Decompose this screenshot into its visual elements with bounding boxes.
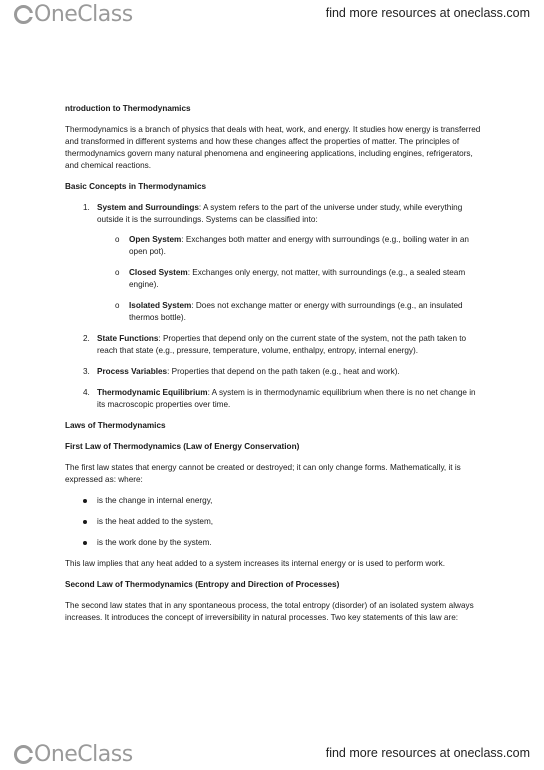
first-law-terms-list — [65, 495, 485, 549]
system-type-item — [97, 300, 485, 324]
list-item — [65, 537, 485, 549]
system-type-item — [97, 267, 485, 291]
intro-paragraph: Thermodynamics is a branch of physics that deals with heat, work, and energy. It studies how energy is transferred and transformed in different systems and how these changes affect the properties of matter. The principles of thermodynamics govern many natural phenomena and engineering applications, including engines, refrigerators, and chemical reactions. — [65, 125, 481, 170]
footer-tagline[interactable]: find more resources at oneclass.com — [325, 746, 530, 760]
system-type-term: Isolated System — [129, 301, 192, 310]
bullet-icon — [83, 541, 87, 545]
list-item-text: is the heat added to the system, — [97, 517, 214, 526]
concept-item — [65, 202, 485, 324]
item-number: 4. — [83, 388, 90, 397]
list-item-text: is the work done by the system. — [97, 538, 212, 547]
list-item — [65, 495, 485, 507]
item-number: 2. — [83, 334, 90, 343]
concept-text: : Properties that depend only on the current state of the system, not the path taken to reach that state (e.g., pressure, temperature, volume, enthalpy, entropy, internal energy). — [97, 334, 467, 355]
item-number: 3. — [83, 367, 90, 376]
oneclass-logo-icon — [14, 745, 33, 764]
bullet-icon — [83, 499, 87, 503]
concept-term: State Functions — [97, 334, 159, 343]
system-type-text: : Exchanges only energy, not matter, with surroundings (e.g., a sealed steam engine). — [129, 268, 466, 289]
first-law-implication: This law implies that any heat added to a system increases its internal energy or is used to perform work. — [65, 559, 445, 568]
concept-text: : Properties that depend on the path taken (e.g., heat and work). — [167, 367, 400, 376]
first-law-heading: First Law of Thermodynamics (Law of Energy Conservation) — [65, 442, 300, 451]
system-type-text: : Does not exchange matter or energy with surroundings (e.g., an insulated thermos bottle). — [129, 301, 463, 322]
circle-bullet-icon: o — [115, 268, 120, 277]
second-law-paragraph: The second law states that in any spontaneous process, the total entropy (disorder) of an isolated system always increases. It introduces the concept of irreversibility in natural processes. Two key statements of this law are: — [65, 601, 474, 622]
logo-text: OneClass — [34, 742, 133, 767]
list-item — [65, 516, 485, 528]
system-types-list — [97, 234, 485, 324]
circle-bullet-icon: o — [115, 235, 120, 244]
oneclass-logo-icon — [14, 5, 33, 24]
document-body — [65, 103, 485, 633]
system-type-term: Open System — [129, 235, 182, 244]
system-type-term: Closed System — [129, 268, 188, 277]
concept-item — [65, 387, 485, 411]
concepts-list — [65, 202, 485, 411]
bullet-icon — [83, 520, 87, 524]
second-law-heading: Second Law of Thermodynamics (Entropy and Direction of Processes) — [65, 580, 340, 589]
concept-item — [65, 333, 485, 357]
concept-term: Process Variables — [97, 367, 168, 376]
page-header — [0, 0, 544, 30]
laws-heading: Laws of Thermodynamics — [65, 421, 166, 430]
concept-term: Thermodynamic Equilibrium — [97, 388, 208, 397]
first-law-paragraph: The first law states that energy cannot be created or destroyed; it can only change forms. Mathematically, it is expressed as: where: — [65, 463, 461, 484]
list-item-text: is the change in internal energy, — [97, 496, 213, 505]
system-type-item — [97, 234, 485, 258]
basic-concepts-heading: Basic Concepts in Thermodynamics — [65, 182, 207, 191]
page-footer — [0, 740, 544, 770]
concept-text: : A system refers to the part of the universe under study, while everything outside it is the surroundings. Systems can be classified into: — [97, 203, 463, 224]
doc-title: ntroduction to Thermodynamics — [65, 104, 191, 113]
header-tagline[interactable]: find more resources at oneclass.com — [325, 6, 530, 20]
item-number: 1. — [83, 203, 90, 212]
concept-term: System and Surroundings — [97, 203, 199, 212]
oneclass-logo[interactable] — [14, 2, 133, 27]
oneclass-logo[interactable] — [14, 742, 133, 767]
system-type-text: : Exchanges both matter and energy with surroundings (e.g., boiling water in an open pot). — [129, 235, 469, 256]
concept-text: : A system is in thermodynamic equilibrium when there is no net change in its macroscopic properties over time. — [97, 388, 476, 409]
concept-item — [65, 366, 485, 378]
logo-text: OneClass — [34, 2, 133, 27]
circle-bullet-icon: o — [115, 301, 120, 310]
